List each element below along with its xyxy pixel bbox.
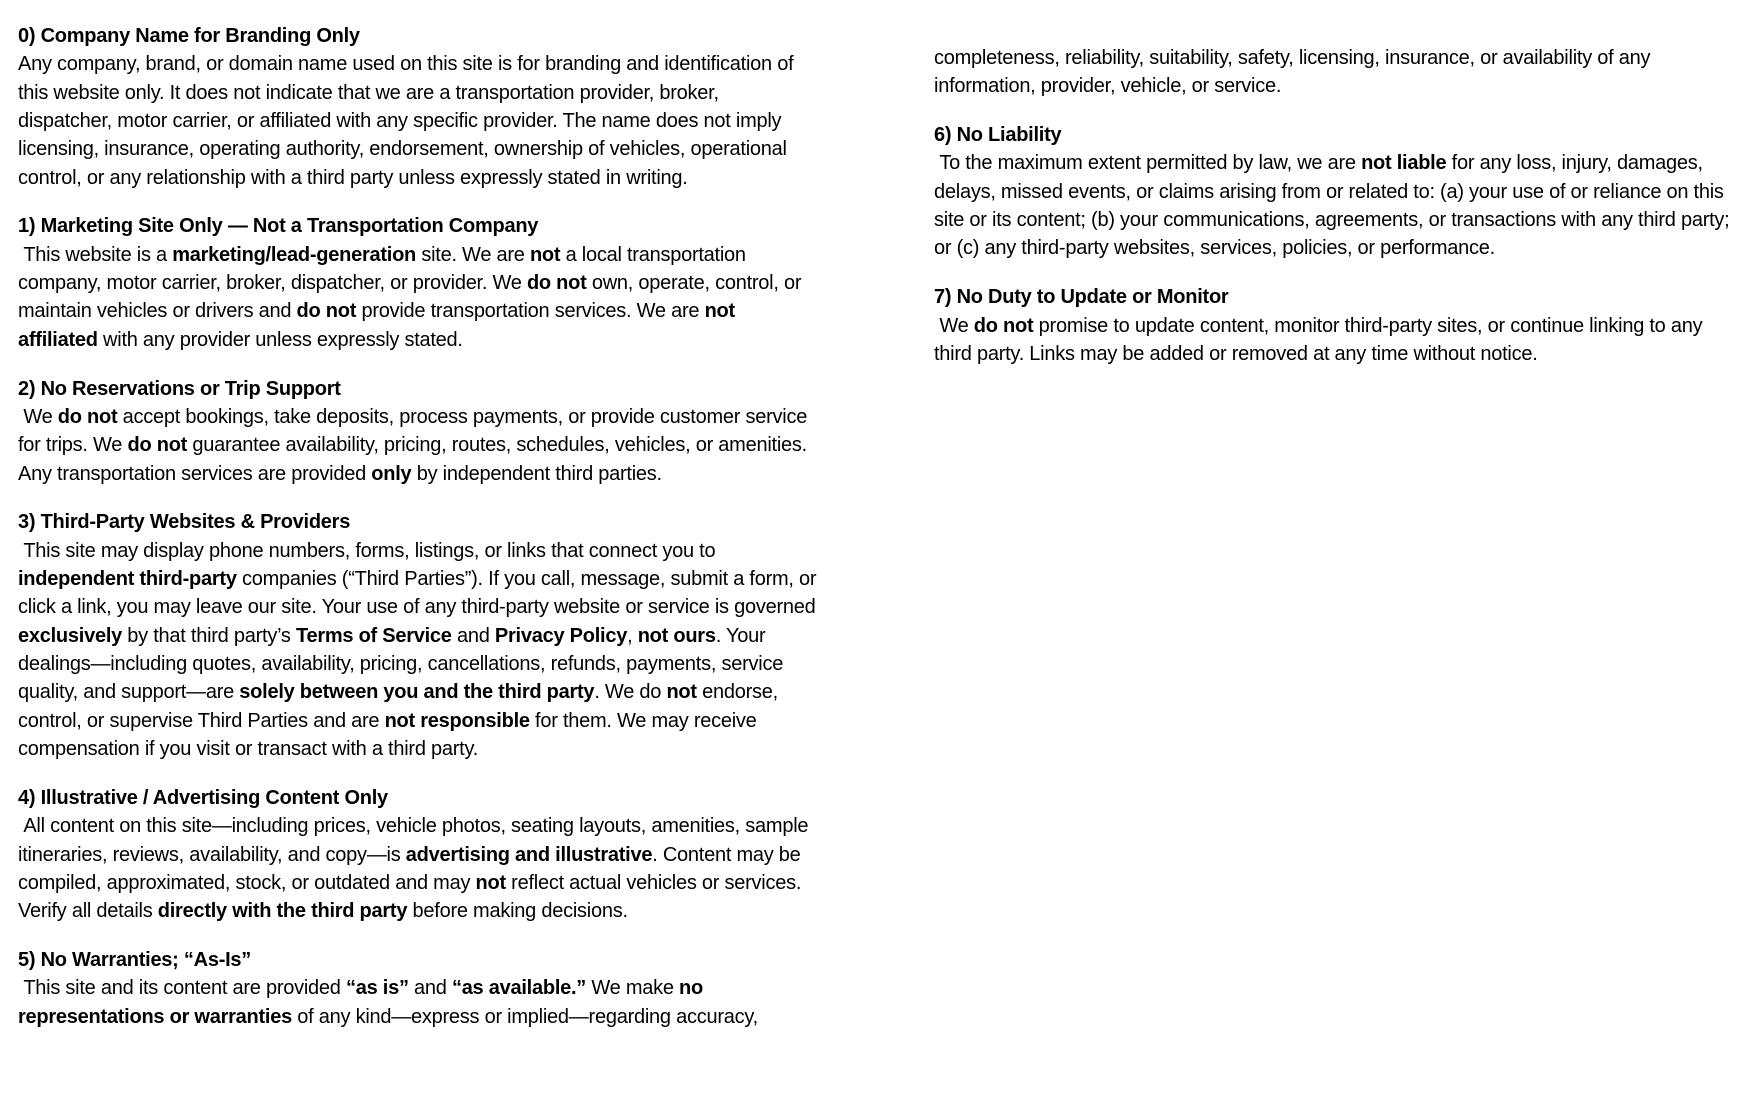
text-segment: This website is a [18,243,173,266]
text-segment: reflect actual vehicles or services. Verify all details [18,871,807,923]
text-segment: . We do [594,681,667,704]
bold-text-segment: advertising and illustrative [405,843,653,866]
text-segment: for them. We may receive compensation if you visit or transact with a third party. [18,709,762,761]
bold-text-segment: directly with the third party [157,900,408,923]
text-segment: by that third party’s [122,624,296,647]
section-body [18,537,822,764]
disclaimer-section [18,22,818,192]
text-segment: of any kind—express or implied—regarding accuracy, [291,1005,758,1028]
bold-text-segment: marketing/lead-generation [172,243,417,266]
bold-text-segment: no representations or warranties [18,977,709,1028]
disclaimer-section [934,44,1734,101]
bold-text-segment: do not [127,434,188,457]
text-segment: This site and its content are provided [18,977,346,1000]
bold-text-segment: not [666,681,697,704]
section-heading: 4) Illustrative / Advertising Content Only [18,786,388,809]
section-heading: 2) No Reservations or Trip Support [18,377,341,400]
bold-text-segment: do not [57,405,118,428]
section-body [934,44,1734,101]
text-segment: guarantee availability, pricing, routes, schedules, vehicles, or amenities. Any transportation services are provided [18,434,812,485]
bold-text-segment: do not [973,314,1034,337]
disclaimer-section [18,375,818,488]
text-segment: a local transportation company, motor carrier, broker, dispatcher, or provider. We [18,243,752,295]
bold-text-segment: not liable [1361,152,1447,175]
bold-text-segment: solely between you and the third party [239,681,595,704]
text-segment: and [451,624,495,647]
text-segment: Any company, brand, or domain name used on this site is for branding and identification of this website only. It does not indicate that we are a transportation provider, broker, dispatcher, motor carrier, or affiliated with any specific provider. The name does not imply licensing, insurance, operating authority, endorsement, ownership of vehicles, operational control, or any relationship with a third party unless expressly stated in writing. [18,53,799,189]
text-segment: promise to update content, monitor third-party sites, or continue linking to any third party. Links may be added or removed at any time without notice. [934,314,1708,365]
section-heading: 0) Company Name for Branding Only [18,25,360,47]
text-segment: To the maximum extent permitted by law, we are [934,152,1362,175]
bold-text-segment: “as available.” [451,977,587,1000]
text-segment: before making decisions. [407,900,628,923]
text-segment: , [627,624,638,647]
document-column-left [18,22,822,1091]
section-heading: 1) Marketing Site Only — Not a Transportation Company [18,215,539,238]
document-column-right [934,22,1734,1091]
bold-text-segment: exclusively [18,624,122,647]
section-body [18,812,818,925]
bold-text-segment: not [529,243,561,266]
section-body [18,403,818,488]
bold-text-segment: do not [296,300,357,323]
section-body [934,149,1734,262]
section-heading: 5) No Warranties; “As-Is” [18,949,252,972]
text-segment: This site may display phone numbers, forms, listings, or links that connect you to [18,539,721,562]
disclaimer-section [934,121,1734,263]
bold-text-segment: Privacy Policy [494,624,628,647]
text-segment: All content on this site—including prices, vehicle photos, seating layouts, amenities, sample itineraries, reviews, availability, and copy—is [18,815,814,866]
section-body [18,50,818,192]
text-segment: own, operate, control, or maintain vehicles or drivers and [18,272,807,323]
disclaimer-section [18,508,822,763]
disclaimer-section [18,946,818,1031]
section-heading: 6) No Liability [934,124,1062,147]
bold-text-segment: independent third-party [18,568,237,591]
section-heading: 3) Third-Party Websites & Providers [18,511,351,534]
text-segment: accept bookings, take deposits, process payments, or provide customer service for trips. We [18,405,813,457]
bold-text-segment: only [371,462,412,485]
disclaimer-section [934,283,1734,368]
text-segment: We make [586,977,680,1000]
text-segment: site. We are [416,243,530,266]
disclaimer-section [18,784,818,926]
text-segment: with any provider unless expressly stated. [97,328,463,351]
text-segment: We [18,405,58,428]
bold-text-segment: Terms of Service [295,624,452,647]
section-heading: 7) No Duty to Update or Monitor [934,286,1229,309]
text-segment: for any loss, injury, damages, delays, missed events, or claims arising from or related to: (a) your use of or reliance on this site or its content; (b) your communications, agreements, or transactions with any third party; or (c) any third-party websites, services, policies, or performance. [934,152,1735,260]
text-segment: . Your dealings—including quotes, availability, pricing, cancellations, refunds, payments, service quality, and support—are [18,624,789,704]
bold-text-segment: do not [526,272,587,295]
text-segment: . Content may be compiled, approximated, stock, or outdated and may [18,843,806,894]
bold-text-segment: not ours [637,624,716,647]
bold-text-segment: “as is” [345,977,409,1000]
text-segment: endorse, control, or supervise Third Parties and are [18,681,784,732]
section-body [18,974,818,1031]
text-segment: provide transportation services. We are [356,300,705,323]
text-segment: companies (“Third Parties”). If you call, message, submit a form, or click a link, you may leave our site. Your use of any third-party website or service is governed [18,568,822,619]
bold-text-segment: not affiliated [18,300,741,351]
section-body [18,241,818,354]
bold-text-segment: not responsible [384,709,530,732]
text-segment: completeness, reliability, suitability, safety, licensing, insurance, or availability of any information, provider, vehicle, or service. [934,47,1656,98]
text-segment: by independent third parties. [411,462,662,485]
bold-text-segment: not [475,871,506,894]
section-body [934,312,1734,369]
text-segment: and [408,977,452,1000]
disclaimer-section [18,212,818,354]
text-segment: We [934,314,974,337]
